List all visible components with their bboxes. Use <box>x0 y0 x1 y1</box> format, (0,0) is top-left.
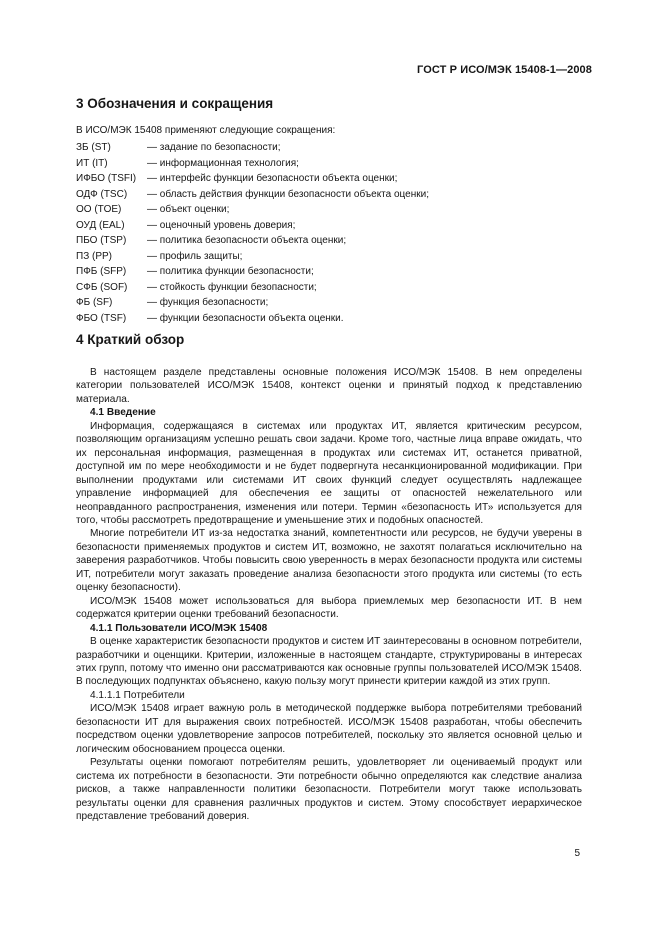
abbreviation-meaning: — объект оценки; <box>147 204 230 215</box>
paragraph: Результаты оценки помогают потребителям решить, удовлетворяет ли оцениваемый продукт или система их потребности в безопасности. Эти потребности обычно определяются как следствие анализа рисков, а также направленности политики безопасности. Потребители могут также использовать результаты оценки для сравнения различных продуктов и систем. Этому способствует иерархическое представление требований доверия. <box>76 757 582 822</box>
paragraph: В оценке характеристик безопасности продуктов и систем ИТ заинтересованы в основном потребители, разработчики и оценщики. Критерии, изложенные в настоящем стандарте, структурированы в интересах этих групп, потому что именно они рассматриваются как основные группы пользователей ИСО/МЭК 15408. В последующих подпунктах объяснено, какую пользу могут принести критерии каждой из этих групп. <box>76 636 582 688</box>
abbreviation-item <box>76 311 429 327</box>
abbreviation-item <box>76 156 429 172</box>
abbreviation-code: ПБО (TSP) <box>76 235 127 246</box>
abbreviation-item <box>76 249 429 265</box>
abbreviation-item <box>76 171 429 187</box>
abbreviation-code: ОДФ (TSC) <box>76 188 128 200</box>
abbreviation-code: ФБО (TSF) <box>76 312 127 324</box>
section-3-title: 3 Обозначения и сокращения <box>76 96 274 111</box>
abbreviation-code: ЗБ (ST) <box>76 142 111 153</box>
abbreviation-meaning: — информационная технология; <box>147 157 299 169</box>
paragraph: Многие потребители ИТ из-за недостатка знаний, компетентности или ресурсов, не будучи уверены в безопасности применяемых продуктов и систем ИТ, возможно, не захотят полагаться исключительно на заверения разработчиков. Чтобы повысить свою уверенность в мерах безопасности продукта или системы ИТ, потребители могут заказать проведение анализа безопасности этого продукта или системы (то есть оценку безопасности). <box>76 528 582 594</box>
abbreviation-meaning: — профиль защиты; <box>147 250 243 262</box>
abbreviation-meaning: — интерфейс функции безопасности объекта оценки; <box>147 173 398 184</box>
abbreviation-code: ПФБ (SFP) <box>76 266 127 277</box>
section-4-body <box>76 366 582 823</box>
abbreviations-intro: В ИСО/МЭК 15408 применяют следующие сокращения: <box>76 125 336 136</box>
subsection-4-1-1-1-title: 4.1.1.1 Потребители <box>90 689 185 701</box>
abbreviations-list <box>76 140 429 326</box>
page-number: 5 <box>574 848 580 859</box>
subsection-4-1-1-title: 4.1.1 Пользователи ИСО/МЭК 15408 <box>90 622 268 634</box>
abbreviation-meaning: — функция безопасности; <box>147 297 269 308</box>
abbreviation-code: СФБ (SOF) <box>76 281 128 293</box>
section-4-title: 4 Краткий обзор <box>76 332 185 347</box>
abbreviation-item <box>76 264 429 280</box>
abbreviation-code: ИФБО (TSFI) <box>76 173 137 184</box>
abbreviation-code: ПЗ (PP) <box>76 250 113 262</box>
document-header: ГОСТ Р ИСО/МЭК 15408-1—2008 <box>417 64 592 76</box>
paragraph: ИСО/МЭК 15408 может использоваться для выбора приемлемых мер безопасности ИТ. В нем содержатся критерии оценки требований безопасности. <box>76 595 582 621</box>
abbreviation-meaning: — функции безопасности объекта оценки. <box>147 312 344 324</box>
abbreviation-code: ОО (TOE) <box>76 204 122 215</box>
subsection-4-1-title: 4.1 Введение <box>90 407 156 419</box>
abbreviation-meaning: — область действия функции безопасности объекта оценки; <box>147 188 429 200</box>
abbreviation-meaning: — политика функции безопасности; <box>147 266 314 277</box>
abbreviation-code: ОУД (EAL) <box>76 219 125 231</box>
abbreviation-meaning: — стойкость функции безопасности; <box>147 281 317 293</box>
paragraph: Информация, содержащаяся в системах или продуктах ИТ, является критическим ресурсом, позволяющим организациям успешно решать свои задачи. Кроме того, частные лица вправе ожидать, что их персональная информация, размещенная в продуктах или системах ИТ, останется приватной, доступной им по мере необходимости и не будет подвергнута несанкционированной модификации. При выполнении продуктами или системами ИТ своих функций следует осуществлять надлежащее управление информацией для обеспечения ее защиты от опасностей нежелательного или неоправданного распространения, изменения или потери. Термин «безопасность ИТ» используется для того, чтобы рассмотреть предотвращение и уменьшение этих и подобных опасностей. <box>76 420 582 526</box>
abbreviation-meaning: — оценочный уровень доверия; <box>147 219 296 231</box>
abbreviation-item <box>76 280 429 296</box>
abbreviation-item <box>76 202 429 218</box>
abbreviation-code: ИТ (IT) <box>76 157 108 169</box>
abbreviation-meaning: — политика безопасности объекта оценки; <box>147 235 347 246</box>
abbreviation-item <box>76 218 429 234</box>
abbreviation-meaning: — задание по безопасности; <box>147 142 281 153</box>
section-4-intro-paragraph: В настоящем разделе представлены основные положения ИСО/МЭК 15408. В нем определены категории пользователей ИСО/МЭК 15408, контекст оценки и принятый подход к представлению материала. <box>76 367 582 405</box>
abbreviation-item <box>76 295 429 311</box>
paragraph: ИСО/МЭК 15408 играет важную роль в методической поддержке выбора потребителями требований безопасности ИТ для выражения своих потребностей. ИСО/МЭК 15408 разработан, чтобы обеспечить посредством оценки удовлетворение запросов потребителей, поскольку это является основной целью и логическим обоснованием процесса оценки. <box>76 703 582 755</box>
abbreviation-code: ФБ (SF) <box>76 297 113 308</box>
abbreviation-item <box>76 233 429 249</box>
abbreviation-item <box>76 140 429 156</box>
abbreviation-item <box>76 187 429 203</box>
